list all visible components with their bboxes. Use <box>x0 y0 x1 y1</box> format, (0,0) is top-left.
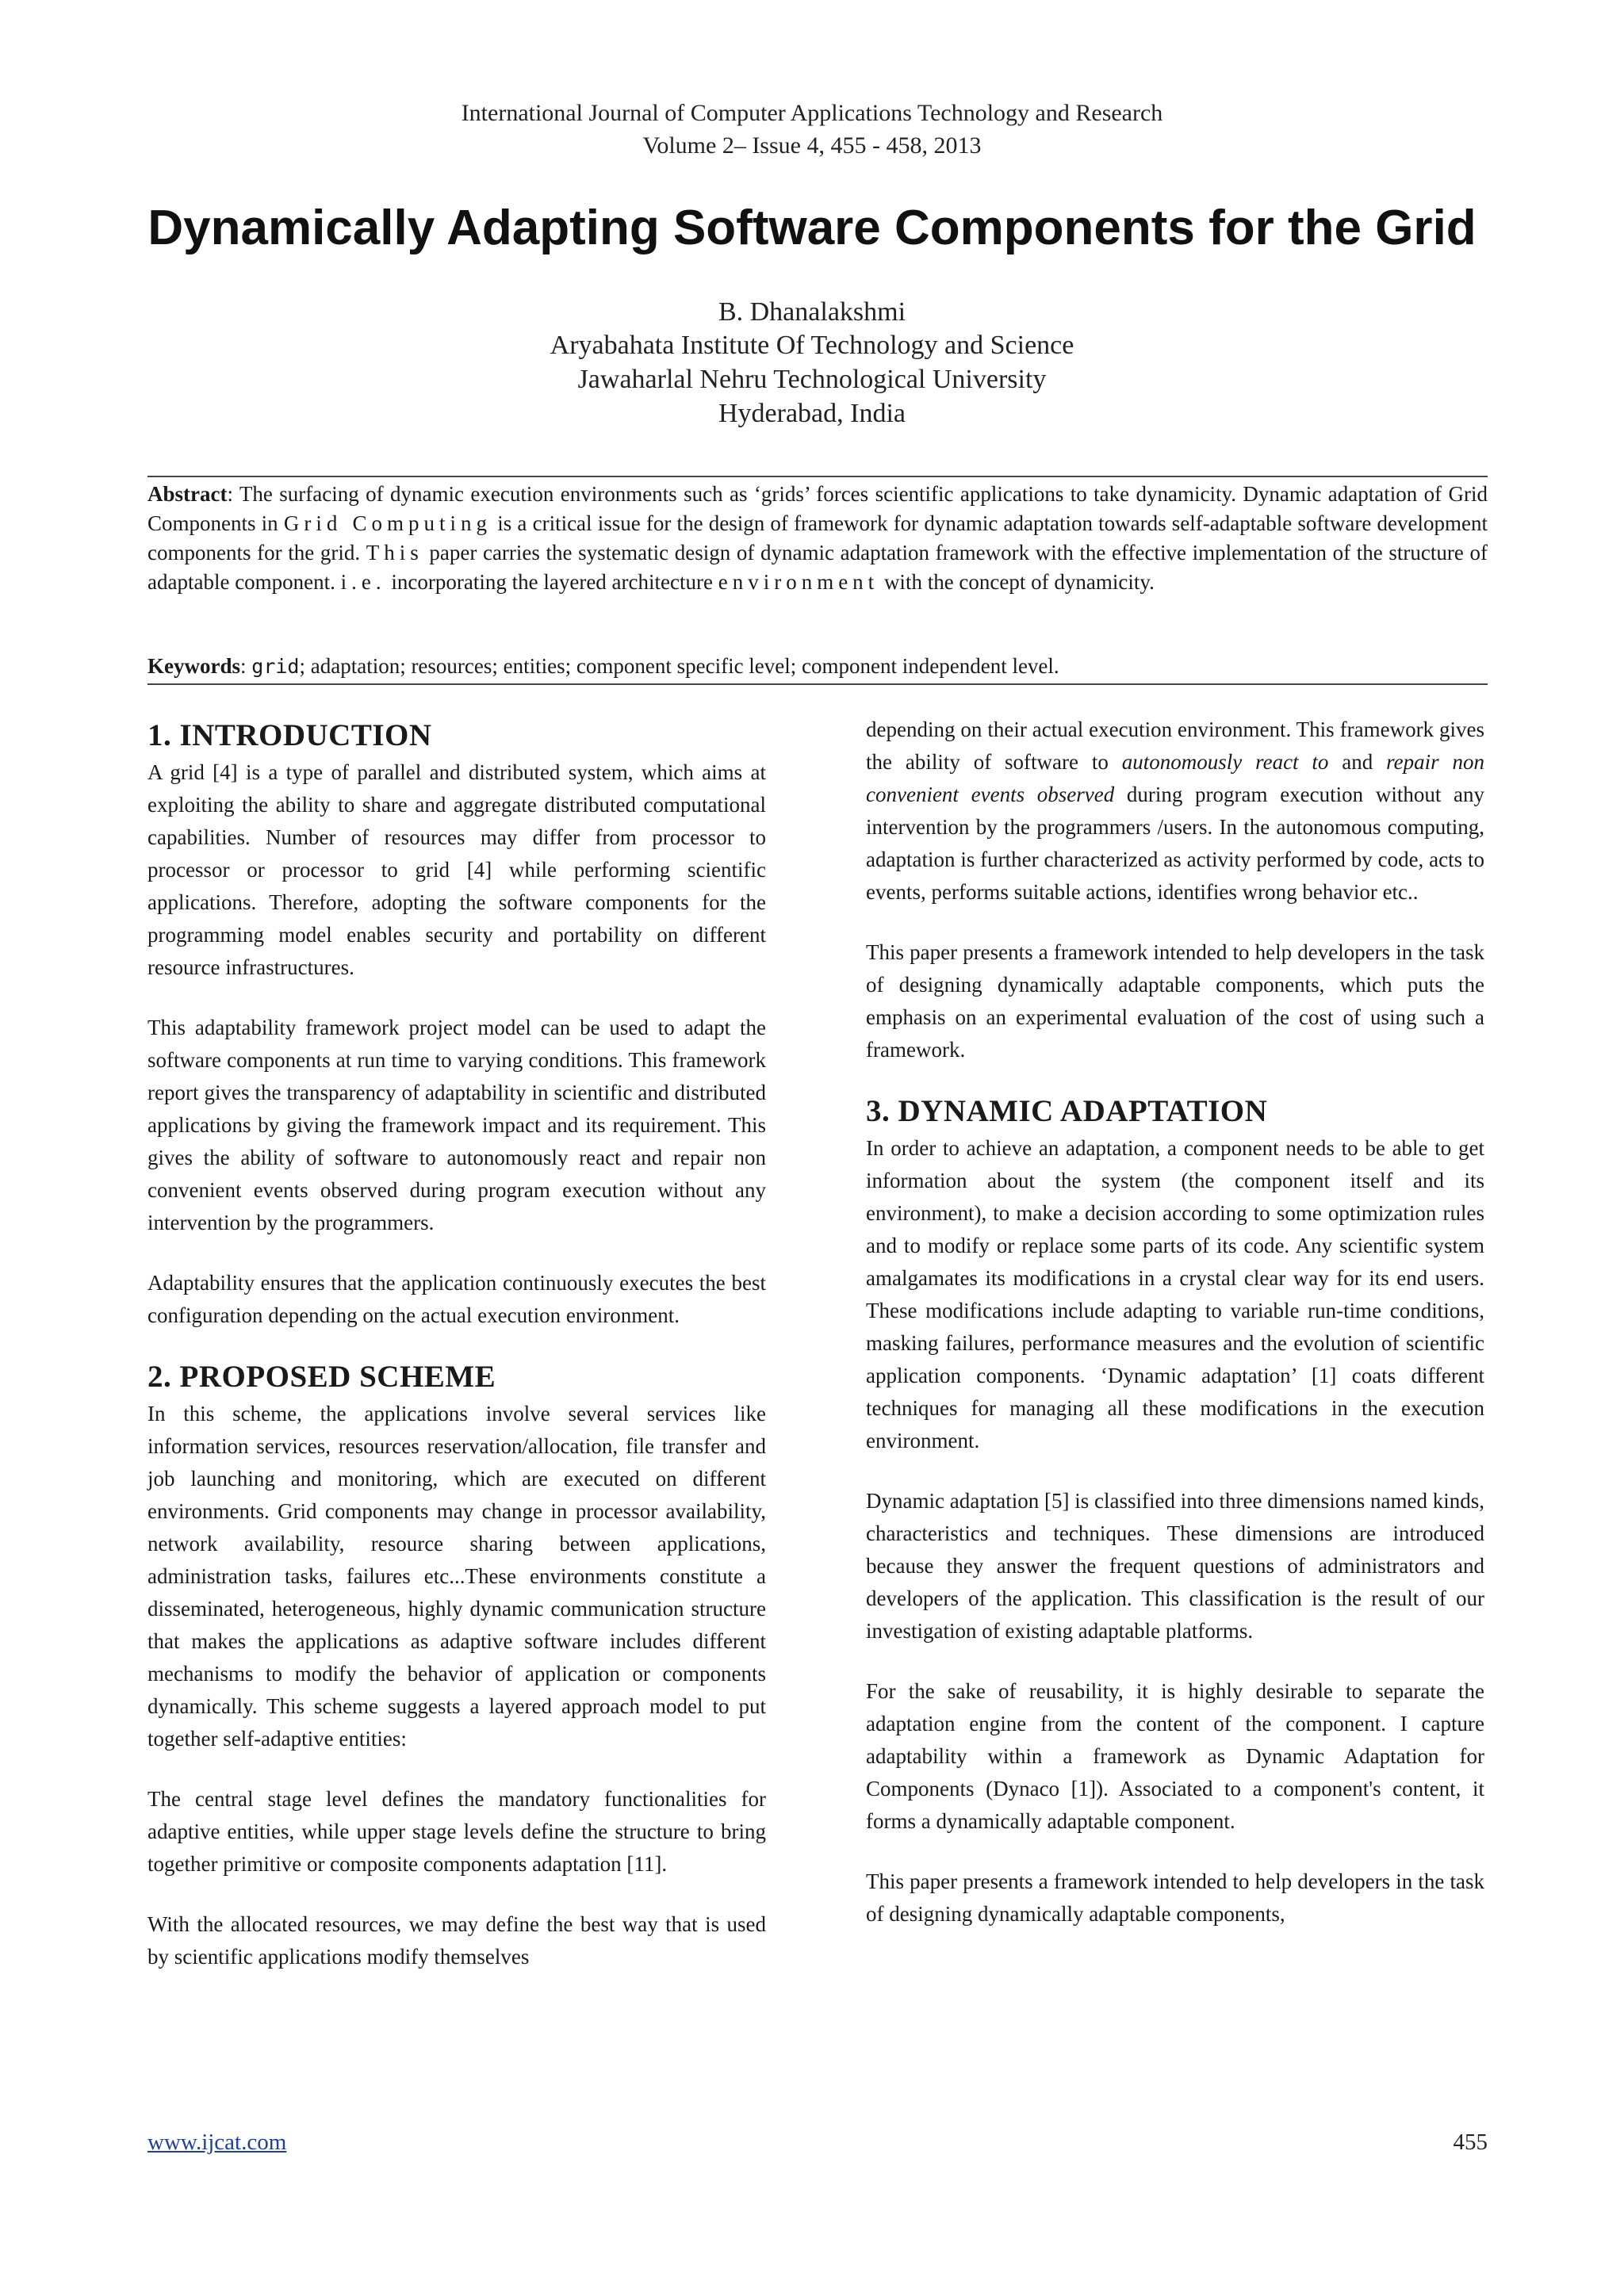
dynamic-paragraph-1: In order to achieve an adaptation, a component needs to be able to get information about the system (the component itself and its environment), to make a decision according to some optimization rules and to modify or replace some parts of its code. Any scientific system amalgamates its modifications in a crystal clear way for its end users. These modifications include adapting to variable run-time conditions, masking failures, performance measures and the evolution of scientific application components. ‘Dynamic adaptation’ [1] coats different techniques for managing all these modifications in the execution environment. <box>866 1136 1484 1452</box>
dynamic-paragraph-2: Dynamic adaptation [5] is classified into three dimensions named kinds, characteristics and techniques. These dimensions are introduced because they answer the frequent questions of administrators and developers of the application. This classification is the result of our investigation of existing adaptable platforms. <box>866 1489 1484 1643</box>
continued-paragraph <box>866 714 1484 909</box>
abstract <box>147 480 1488 597</box>
continued-italic-2: repair non convenient events observed <box>866 750 1485 806</box>
section-heading-dynamic-adaptation: 3. DYNAMIC ADAPTATION <box>866 1094 1268 1128</box>
author-location: Hyderabad, India <box>718 399 906 428</box>
journal-volume: Volume 2– Issue 4, 455 - 458, 2013 <box>642 132 982 159</box>
abstract-text-7: incorporating the layered architecture <box>385 570 718 594</box>
journal-website-link[interactable]: www.ijcat.com <box>147 2130 287 2155</box>
intro-paragraph-1: A grid [4] is a type of parallel and distributed system, which aims at exploiting the ability to share and aggregate distributed computational capabilities. Number of resources may differ from processor to processor or processor to grid [4] while performing scientific applications. Therefore, adopting the software components for the programming model enables security and portability on different resource infrastructures. <box>147 760 766 979</box>
intro-paragraph-3: Adaptability ensures that the application continuously executes the best configuration depending on the actual execution environment. <box>147 1271 766 1327</box>
abstract-text-3: is a critical issue for the design of framework for dynamic adaptation towards self-adaptable software development components for the grid. <box>147 511 1488 564</box>
right-paragraph-2: This paper presents a framework intended to help developers in the task of designing dynamically adaptable components, which puts the emphasis on an experimental evaluation of the cost of using such a framework. <box>866 940 1484 1062</box>
keywords-rest: ; adaptation; resources; entities; component specific level; component independent level. <box>299 654 1059 678</box>
journal-name: International Journal of Computer Applications Technology and Research <box>461 100 1163 126</box>
author-institute: Aryabahata Institute Of Technology and Science <box>550 331 1074 360</box>
section-heading-introduction: 1. INTRODUCTION <box>147 718 432 752</box>
page-number: 455 <box>1453 2130 1488 2155</box>
keywords-label: Keywords <box>147 654 240 678</box>
right-column <box>866 714 1484 1931</box>
abstract-bottom-rule <box>147 683 1488 685</box>
abstract-text-6: i.e. <box>340 570 386 594</box>
abstract-top-rule <box>147 476 1488 477</box>
continued-text-2: and <box>1328 750 1387 774</box>
continued-text-1: depending on their actual execution environment. This framework gives the ability of software to <box>866 718 1484 774</box>
abstract-text-5: paper carries the systematic design of dynamic adaptation framework with the effective implementation of the structure of adaptable component. <box>147 541 1488 594</box>
author-university: Jawaharlal Nehru Technological University <box>577 365 1047 394</box>
left-column <box>147 718 766 1973</box>
author-name: B. Dhanalakshmi <box>718 297 906 327</box>
intro-paragraph-2: This adaptability framework project model can be used to adapt the software components at run time to varying conditions. This framework report gives the transparency of adaptability in scientific and distributed applications by giving the framework impact and its requirement. This gives the ability of software to autonomously react and repair non convenient events observed during program execution without any intervention by the programmers. <box>147 1016 766 1234</box>
dynamic-paragraph-3: For the sake of reusability, it is highly desirable to separate the adaptation engine from the content of the component. I capture adaptability within a framework as Dynamic Adaptation for Components (Dynaco [1]). Associated to a component's content, it forms a dynamically adaptable component. <box>866 1679 1484 1833</box>
abstract-text-1: : The surfacing of dynamic execution environments such as ‘grids’ forces scientific applications to take dynamicity. Dynamic adaptation of Grid Components in <box>147 482 1488 535</box>
proposed-paragraph-2: The central stage level defines the mandatory functionalities for adaptive entities, while upper stage levels define the structure to bring together primitive or composite components adaptation [11]. <box>147 1787 766 1876</box>
continued-italic-1: autonomously react to <box>1121 750 1329 774</box>
paper-title: Dynamically Adapting Software Components for the Grid <box>147 201 1477 255</box>
proposed-paragraph-3: With the allocated resources, we may define the best way that is used by scientific applications modify themselves <box>147 1912 766 1969</box>
abstract-label: Abstract <box>147 482 228 506</box>
dynamic-paragraph-4: This paper presents a framework intended to help developers in the task of designing dynamically adaptable components, <box>866 1869 1484 1926</box>
abstract-text-9: with the concept of dynamicity. <box>879 570 1155 594</box>
proposed-paragraph-1: In this scheme, the applications involve several services like information services, resources reservation/allocation, file transfer and job launching and monitoring, which are executed on different environments. Grid components may change in processor availability, network availability, resource sharing between applications, administration tasks, failures etc...These environments constitute a disseminated, heterogeneous, highly dynamic communication structure that makes the applications as adaptive software includes different mechanisms to modify the behavior of application or components dynamically. This scheme suggests a layered approach model to put together self-adaptive entities: <box>147 1402 766 1751</box>
abstract-text-4: This <box>366 541 423 564</box>
keywords: Keywords: grid; adaptation; resources; entities; component specific level; component independent level. <box>147 654 1059 678</box>
abstract-text-2: Grid Computing <box>283 511 492 535</box>
keyword-grid: grid <box>251 655 300 678</box>
section-heading-proposed-scheme: 2. PROPOSED SCHEME <box>147 1360 496 1394</box>
abstract-text-8: environment <box>718 570 879 594</box>
continued-text-3: during program execution without any intervention by the programmers /users. In the autonomous computing, adaptation is further characterized as activity performed by code, acts to events, performs suitable actions, identifies wrong behavior etc.. <box>866 783 1484 904</box>
